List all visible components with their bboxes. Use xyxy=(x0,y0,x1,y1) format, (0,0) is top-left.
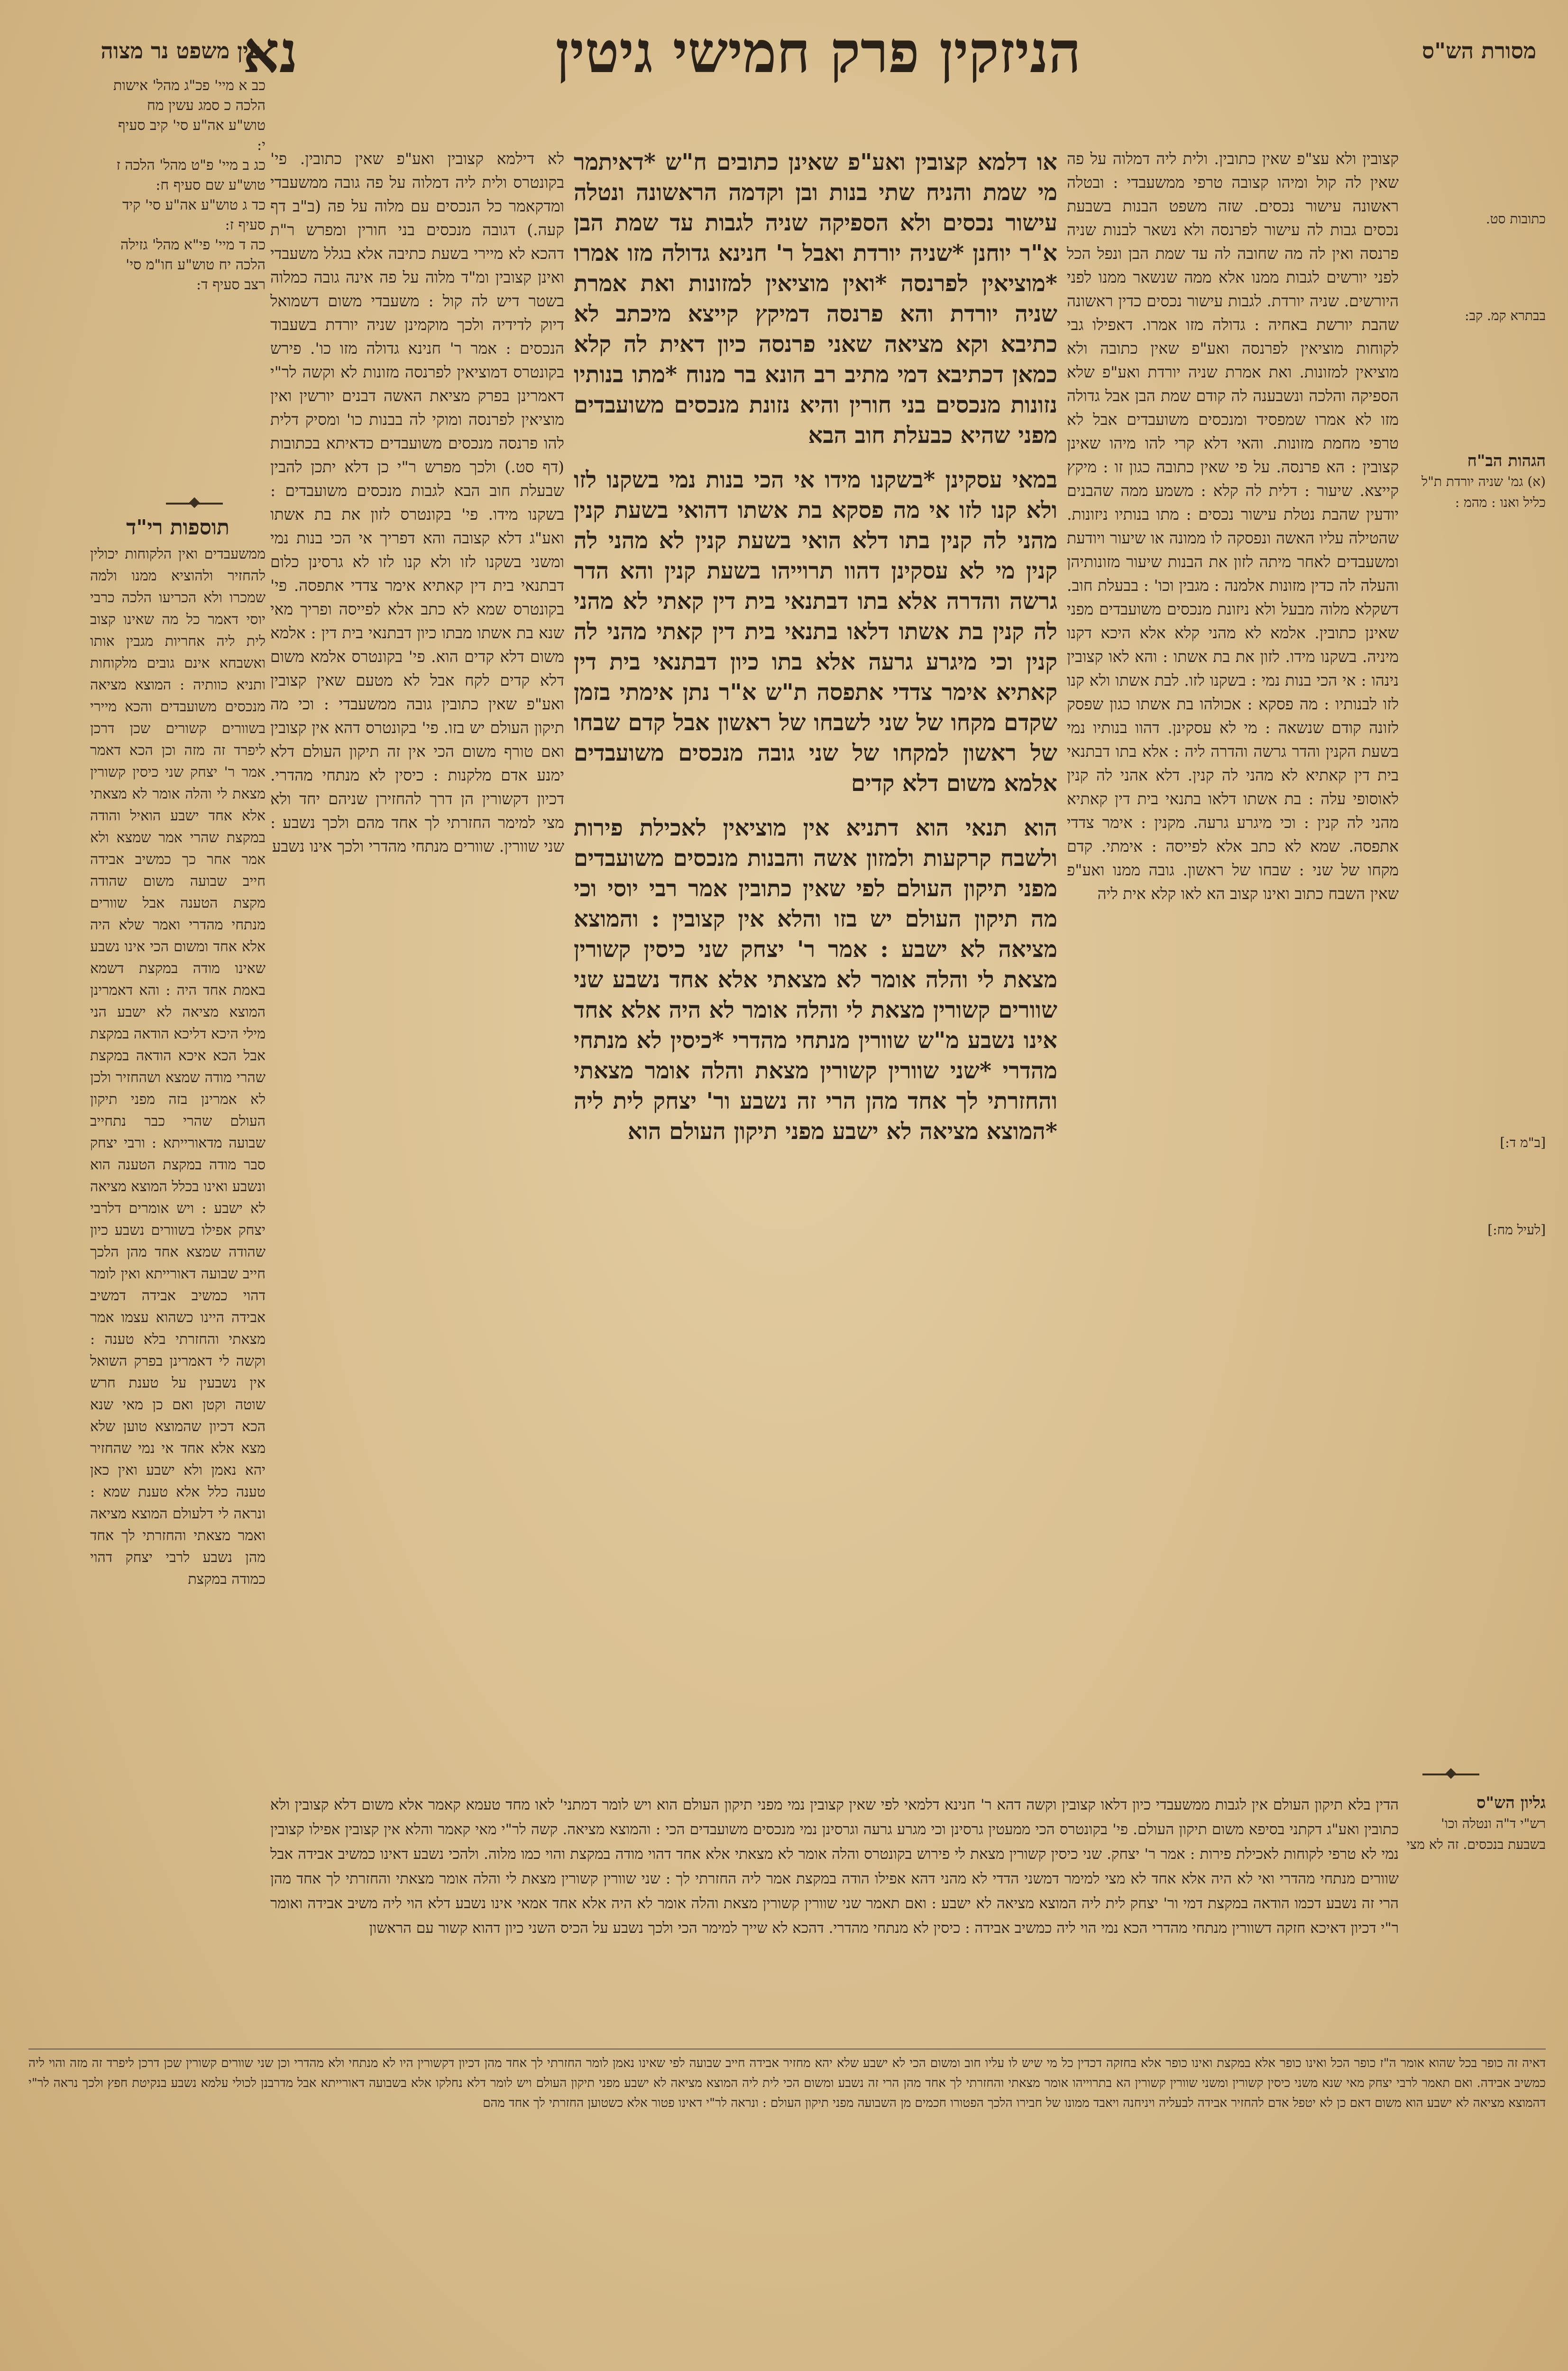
footnote-block xyxy=(28,2049,1546,2196)
mesoret-header-label: מסורת הש"ס xyxy=(1421,38,1536,64)
gemara-paragraph-2: במאי עסקינן *בשקנו מידו אי הכי בנות נמי בשקנו לזו ולא קנו לזו אי מה פסקא בת אשתו דהואי בשעת קנין מהני לה קנין בתו דלא הואי בשעת קנין לא מהני לה קנין מי לא עסקינן דהוו תרוייהו בשעת קנין והא הדר גרשה והדרה אלא בתו דבתנאי בית דין קאתי לא מהני לה קנין בת אשתו דלאו בתנאי בית דין קאתי מהני לה קנין וכי מיגרע גרעה אלא בתו כיון דבתנאי בית דין קאתיא אימר צדדי אתפסה ת"ש א"ר נתן אימתי בזמן שקדם מקחו של שני לשבחו של ראשון אבל קדם שבחו של ראשון למקחו של שני גובה מנכסים משועבדים אלמא משום דלא קדים xyxy=(574,467,1057,797)
mesoret-entry-1: כתובות סט. xyxy=(1485,211,1546,227)
footnote-text: דאיה זה כופר בכל שהוא אומר ה"ז כופר הכל ואינו כופר אלא במקצת ואינו כופר אלא בחזקה דכדין כל מי שיש לו עליו חוב ומשום הכי לא ישבע שלא יהא מחזיר אבידה חייב שבועה לפי שאינו נאמן לומר החזרתי לך אחד מהן דכיון דקשורין היו לא מנתחי ולא מהדרי וכן שני שוורים קשורין שכן דרכן ליפרד זה מזה והוי ליה כמשיב אבידה. ואם תאמר לרבי יצחק מאי שנא משני כיסין קשורין ומשני שוורין קשורין הא בתרוייהו אומר מצאתי והחזרתי לך אחד מהן הרי זה נשבע ומשום הכי לית ליה המוצא מציאה לא ישבע מפני תיקון העולם ויש לומר דלא נחלקו אלא בשבועה דאורייתא אבל מדרבנן לכולי עלמא נשבע בנקיטת חפץ ולכך נראה לר"י דהמוצא מציאה לא ישבע הוא משום דאם כן לא יטפל אדם להחזיר אבידה לבעליה ויניחנה ויאבד ממונו של חבירו הלכך הפטורו חכמים מן השבועה מפני תיקון העולם : ונראה לר"י דאינו פטור אלא כשטוען החזרתי לך אחד מהם xyxy=(28,2056,1546,2110)
gemara-text-column xyxy=(574,147,1057,1721)
gilyon-entry-1: רש"י ד"ה ונטלה וכו' בשבעת בנכסים. זה לא מצי xyxy=(1406,1816,1546,1852)
tosafot-rid-title: תוספות רי"ד xyxy=(126,517,229,540)
ornament-divider xyxy=(166,503,223,505)
gemara-paragraph-1: או דלמא קצובין ואע"פ שאינן כתובים ח"ש *דאיתמר מי שמת והניח שתי בנות ובן וקדמה הראשונה ונטלה עישור נכסים ולא הספיקה שניה לגבות עד שמת הבן א"ר יוחנן *שניה יורדת ואבל ר' חנינא גדולה מזו אמרו *מוציאין לפרנסה *ואין מוציאין למזונות ואת אמרת שניה יורדת והא פרנסה דמיקץ קייצא מיכתב לא כתיבא וקא מציאה שאני פרנסה כיון דאית לה קלא כמאן דכתיבא דמי מתיב רב הונא בר מנוח *מתו בנותיו נזונות מנכסים בני חורין והיא נזונת מנכסים משועבדים מפני שהיא כבעלת חוב הבא xyxy=(574,149,1057,449)
ein-mishpat-entry-2: כג ב מיי' פ"ט מהל' הלכה ז טוש"ע שם סעיף ח: xyxy=(116,157,266,193)
tosafot-text: לא דילמא קצובין ואע"פ שאין כתובין. פי' בקונטרס ולית ליה דמלוה על פה גובה ממשעבדי ומדקאמר כל הנכסים עם מלוה על פה (ב"ב דף קעה.) דגובה מנכסים בני חורין ומפרש ר"ת דהכא לא מיירי בשעת כתיבה אלא בגלל משעבדי ואינן קצובין ומ"ד מלוה על פה אינה גובה כמלוה בשטר דיש לה קול : משעבדי משום דשמואל דיוק לדידיה ולכך מוקמינן שניה יורדת בשעבוד הנכסים : אמר ר' חנינא גדולה מזו כו'. פירש בקונטרס דמוציאין לפרנסה מזונות לא וקשה לר"י דאמרינן בפרק מציאת האשה דבנים יורשין ואין מוציאין לפרנסה ומוקי לה בבנות כו' ומסיק דלית להו פרנסה מנכסים משועבדים כדאיתא בכתובות (דף סט.) ולכך מפרש ר"י כן דלא יתכן להבין שבעלת חוב הבא לגבות מנכסים משועבדים : בשקנו מידו. פי' בקונטרס לזון את בת אשתו ואע"ג דלא קצובה והא דפריך אי הכי בנות נמי ומשני בשקנו לזו ולא קנו לזו לא גרסינן כלום דבתנאי בית דין קאתיא אימר צדדי אתפסה. פי' בקונטרס שמא לא כתב אלא לפייסה ופריך מאי שנא בת אשתו מבתו כיון דבתנאי בית דין : אלמא משום דלא קדים הוא. פי' בקונטרס אלמא משום דלא קדים לקח אבל לא מטעם שאין קצובין ואע"פ שאין כתובין גובה ממשעבדי : וכי מה תיקון העולם יש בזו. פי' בקונטרס דהא אין קצובין ואם טורף משום הכי אין זה תיקון העולם דלא ימנע אדם מלקנות : כיסין לא מנתחי מהדרי. דכיון דקשורין הן דרך להחזירן שניהם יחד ולא מצי למימר החזרתי לך אחד מהם ולכך נשבע : שני שוורין. שוורים מנתחי מהדרי ולכך אינו נשבע xyxy=(270,149,564,855)
bottom-commentary-block xyxy=(270,1792,1399,1992)
tosafot-rid-text: ממשעבדים ואין הלקוחות יכולין להחזיר ולהוציא ממנו ולמה שמכרו ולא הכריעו הלכה כרבי יוסי דאמר כל מה שאינו קצוב לית ליה אחריות מגבין אותו ואשבחא אינם גובים מלקוחות ותניא כוותיה : המוצא מציאה מנכסים משועבדים והכא מיירי בשוורים קשורים שכן דרכן ליפרד זה מזה וכן הכא דאמר אמר ר' יצחק שני כיסין קשורין מצאת לי והלה אומר לא מצאתי אלא אחד ישבע הואיל והודה במקצת שהרי אמר שמצא ולא אמר אחר כך כמשיב אבידה חייב שבועה משום שהודה מקצת הטענה אבל שוורים מנתחי מהדרי ואמר שלא היה אלא אחד ומשום הכי אינו נשבע שאינו מודה במקצת דשמא באמת אחד היה : והא דאמרינן המוצא מציאה לא ישבע הני מילי היכא דליכא הודאה במקצת אבל הכא איכא הודאה במקצת שהרי מודה שמצא ושהחזיר ולכן לא אמרינן בזה מפני תיקון העולם שהרי כבר נתחייב שבועה מדאורייתא : ורבי יצחק סבר מודה במקצת הטענה הוא ונשבע ואינו בכלל המוצא מציאה לא ישבע : ויש אומרים דלרבי יצחק אפילו בשוורים נשבע כיון שהודה שמצא אחד מהן הלכך חייב שבועה דאורייתא ואין לומר דהוי כמשיב אבידה דמשיב אבידה היינו כשהוא עצמו אמר מצאתי והחזרתי בלא טענה : וקשה לי דאמרינן בפרק השואל אין נשבעין על טענת חרש שוטה וקטן ואם כן מאי שנא הכא דכיון שהמוצא טוען שלא מצא אלא אחד אי נמי שהחזיר יהא נאמן ולא ישבע ואין כאן טענה כלל אלא טענת שמא : ונראה לי דלעולם המוצא מציאה ואמר מצאתי והחזרתי לך אחד מהן נשבע לרבי יצחק דהוי כמודה במקצת xyxy=(90,546,266,1588)
bottom-commentary-text: הדין בלא תיקון העולם אין לגבות ממשעבדי כיון דלאו קצובין וקשה דהא ר' חנינא דלמאי לפי שאין קצובין נמי מפני תיקון העולם הוא ויש לומר דמתני' לאו מחד טעמא קאמר אלא משום דלא קצובין ולא כתובין ואע"ג דקתני בסיפא משום תיקון העולם. פי' בקונטרס הכי ממעטין גרסינן וכי מגרע גרעה וגרסינן נמי מנכסים משועבדים הכי : והמוצא מציאה. קשה לר"י מאי קאמר והלא אין קצובין אפילו קצובין נמי לא טרפי לקוחות לאכילת פירות : אמר ר' יצחק. שני כיסין קשורין מצאת לי פירוש בקונטרס והלה אומר לא מצאתי אלא אחד דהוי מודה במקצת והוי כמו מלוה. ולהכי נשבע דאינו כמשיב אבידה אבל שוורים מנתחי מהדרי ואי לא היה אלא אחד לא מצי למימר דמשני הדדי לא מהני דהא אפילו הודה במקצת אמר ליה החזרתי לך : שני שוורין קשורין מצאת לי והלה אומר מצאתי והחזרתי לך אחד מהן הרי זה נשבע דכמו הודאה במקצת דמי ור' יצחק לית ליה המוצא מציאה לא ישבע : ואם תאמר שני שוורין קשורין מצאת והלה אומר לא היה אלא אחד אמאי אינו נשבע דלא הוי ליה משיב אבידה ואומר ר"י דכיון דאיכא חזקה דשוורין מנתחי מהדרי הכא נמי הוי ליה כמשיב אבידה : כיסין לא מנתחי מהדרי. דהכא לא שייך למימר הכי ולכך נשבע על הכיס השני כיון דהוא קשור עם הראשון xyxy=(270,1796,1399,1937)
gilyon-hashas-sidebar xyxy=(1403,1792,1546,1855)
ein-mishpat-sidebar xyxy=(109,76,266,295)
ornament-divider xyxy=(1422,1774,1479,1775)
hagahot-title: הגהות הב"ח xyxy=(1467,451,1546,470)
rashi-text: קצובין ולא עצ"פ שאין כתובין. ולית ליה דמלוה על פה שאין לה קול ומיהו קצובה טרפי ממשעבדי : ובטלה ראשונה עישור נכסים. שזה משפט הבנות בשבעת נכסים גבות לה עישור לפרנסה ולא נשאר לבנות שניה פרנסה ואין לה מה שחובה לה עד שמת הבן ונפל הכל לפני יורשים לגבות ממנו אלא ממה שנשאר ממנו לפני היורשים. שניה יורדת. לגבות עישור נכסים כדין ראשונה שהבת יורשת באחיה : גדולה מזו אמרו. דאפילו גבי לקוחות מוציאין לפרנסה ואע"פ שאין כתובה ולא מוציאין למזונות. ואת אמרת שניה יורדת ואע"פ שלא הספיקה והלכה ונשבענה לה קודם שמת הבן אבל גדולה מזו לא אמרו שמפסיד ומנכסים משועבדים אבל לא טרפי מחמת מזונות. והאי דלא קרי להו מיהו שאינן קצובין : הא פרנסה. על פי שאין כתובה כגון זו : מיקץ קייצא. שיעור : דלית לה קלא : משמע ממה שהבנים יודעין שהבת נטלת עישור נכסים : מתו בנותיו ניזונות. שהטילה עליו האשה ונפסקה לו ממונה או שיעור ויודעת ומשעבדים לאחר מיתה לזון את הבנות שיעור מזונותיהן והעלה לה כדין מזונות אלמנה : מגבין וכו' : בבעלת חוב. דשקלא מלוה מבעל ולא ניזונת מנכסים משועבדים מפני שאינן כתובין. אלמא לא מהני קלא אלא היכא דקנו מיניה. בשקנו מידו. לזון את בת אשתו : והא לאו קצובין נינהו : אי הכי בנות נמי : בשקנו לזו. לבת אשתו ולא קנו לזו לבנותיו : מה פסקא : אכולהו בת אשתו כגון שפסק לזונה קודם שנשאה : מי לא עסקינן. דהוו בנותיו נמי בשעת הקנין והדר גרשה והדרה ליה : אלא בתו דבתנאי בית דין קאתיא לא מהני לה קנין. דלא אהני לה קנין לאוסופי עלה : בת אשתו דלאו בתנאי בית דין קאתיא מהני לה קנין : וכי מיגרע גרעה. מקנין : אימר צדדי אתפסה. שמא לא כתב אלא לפייסה : אימתי. קדם מקחו של שני : שבחו של ראשון. גובה ממנו ואע"פ שאין השבח כתוב ואינו קצוב הא לאו קלא אית ליה xyxy=(1067,149,1399,903)
ein-mishpat-header-label: עין משפט נר מצוה xyxy=(101,38,261,64)
ein-mishpat-entry-4: כה ד מיי' פי"א מהל' גזילה הלכה יח טוש"ע חו"מ סי' רצב סעיף ד: xyxy=(120,237,266,293)
daf-number: נא xyxy=(242,19,298,86)
hagahot-entry-1: (א) גמ' שניה יורדת ת"ל כליל ואנו : מהמ : xyxy=(1421,474,1546,510)
ein-mishpat-entry-3: כד ג טוש"ע אה"ע סי' קיד סעיף ז: xyxy=(122,197,266,233)
mesoret-entry-2: בבתרא קמ. קב: xyxy=(1465,308,1546,323)
gemara-paragraph-3: הוא תנאי הוא דתניא אין מוציאין לאכילת פירות ולשבח קרקעות ולמזון אשה והבנות מנכסים משועבדים מפני תיקון העולם לפי שאין כתובין אמר רבי יוסי וכי מה תיקון העולם יש בזו והלא אין קצובין : והמוצא מציאה לא ישבע : אמר ר' יצחק שני כיסין קשורין מצאת לי והלה אומר לא מצאתי אלא אחד נשבע שני שוורים קשורין מצאת לי והלה אומר לא היה אלא אחד אינו נשבע מ"ש שוורין מנתחי מהדרי *כיסין לא מנתחי מהדרי *שני שוורין קשורין מצאת והלה אומר מצאתי והחזרתי לך אחד מהן הרי זה נשבע ור' יצחק לית ליה *המוצא מציאה לא ישבע מפני תיקון העולם הוא xyxy=(574,815,1057,1145)
tosafot-commentary-column xyxy=(270,147,564,1783)
mesoret-entry-4: [לעיל מח:] xyxy=(1487,1222,1546,1238)
gilyon-title: גליון הש"ס xyxy=(1476,1793,1546,1812)
hagahot-habach-sidebar xyxy=(1403,450,1546,513)
ein-mishpat-entry-1: כב א מיי' פכ"ג מהל' אישות הלכה כ סמג עשין מח טוש"ע אה"ע סי' קיב סעיף י: xyxy=(113,77,266,154)
rashi-commentary-column xyxy=(1067,147,1399,1783)
page-title: הניזקין פרק חמישי גיטין xyxy=(555,19,1081,86)
tosafot-rid-sidebar xyxy=(90,517,266,2058)
mesoret-entry-3: [ב"מ ד:] xyxy=(1500,1135,1546,1150)
mesoret-hashas-sidebar xyxy=(1403,209,1546,1241)
